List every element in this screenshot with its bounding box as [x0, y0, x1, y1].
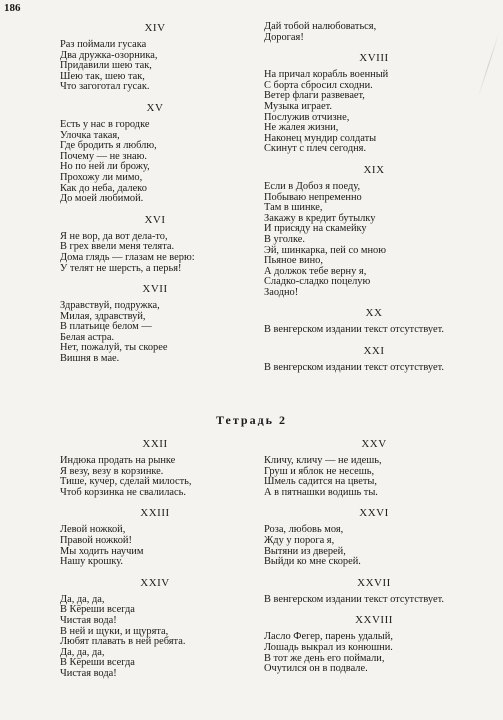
poem-line: Чтоб корзинка не свалилась.	[60, 486, 186, 498]
poem-line: Скинут с плеч сегодня.	[264, 143, 367, 155]
poem-line: Выйди ко мне скорей.	[264, 556, 361, 568]
poem-line: Жду у порога я,	[264, 534, 335, 546]
poem-line: Почему — не знаю.	[60, 150, 148, 162]
poem-line: В Кёреши всегда	[60, 604, 135, 616]
poem-block	[264, 577, 484, 606]
poem-number: XXIII	[140, 507, 170, 520]
poem-line: В уголке.	[264, 233, 305, 245]
poem-number: XXVII	[357, 576, 391, 589]
poem-line: Очутился он в подвале.	[264, 663, 368, 675]
poem-number: XXI	[363, 345, 385, 358]
poem-line: Кличу, кличу — не идешь,	[264, 455, 382, 466]
poem-block	[264, 164, 484, 299]
top-left-column	[60, 22, 250, 365]
poem-line: Там в шинке,	[264, 202, 323, 214]
poem-line: Улочка такая,	[60, 129, 120, 141]
poem-line: Побываю непременно	[264, 191, 362, 203]
poem-line: Груш и яблок не несешь,	[264, 465, 375, 477]
poem-line: Левой ножкой,	[60, 524, 126, 536]
page-number: 186	[4, 2, 21, 14]
poem-block	[60, 214, 250, 274]
bottom-right-column	[264, 438, 484, 675]
top-right-poems	[264, 52, 484, 373]
poem-line: А в пятнашки водишь ты.	[264, 486, 378, 498]
poem-line: Раз поймали гусака	[60, 39, 147, 50]
poem-line: Лошадь выкрал из конюшни.	[264, 641, 393, 653]
poem-line: Не жалея жизни,	[264, 122, 339, 134]
poem-line: Закажу в кредит бутылку	[264, 212, 376, 224]
poem-line: Роза, любовь моя,	[264, 524, 344, 536]
poem-number: XVII	[142, 283, 168, 296]
poem-line: С борта сбросил сходни.	[264, 79, 373, 91]
poem-line: Дай тобой налюбоваться,	[264, 21, 377, 32]
poem-line: Вишня в мае.	[60, 353, 120, 365]
poem-line: Да, да, да,	[60, 593, 105, 605]
poem-number: XXIV	[140, 576, 170, 589]
poem-line: В венгерском издании текст отсутствует.	[264, 324, 444, 336]
poem-block	[60, 283, 250, 365]
poem-line: Шмель садится на цветы,	[264, 476, 377, 488]
poem-line: Мы ходить научим	[60, 545, 144, 557]
poem-line: В тот же день его поймали,	[264, 652, 385, 664]
poem-line: В платьице белом —	[60, 321, 152, 333]
poem-line: Дорогая!	[264, 31, 304, 43]
poem-line: Но по ней ли брожу,	[60, 161, 150, 173]
poem-line: Дома глядь — глазам не верю:	[60, 251, 195, 263]
poem-line: До моей любимой.	[60, 193, 144, 205]
poem-block	[264, 307, 484, 336]
poem-number: XX	[365, 307, 383, 320]
poem-line: Чистая вода!	[60, 614, 117, 626]
poem-number: XVI	[144, 213, 166, 226]
poem-block	[60, 102, 250, 205]
bottom-left-column	[60, 438, 250, 680]
poem-number: XXVI	[359, 507, 389, 520]
poem-line: Наконец мундир солдаты	[264, 132, 377, 144]
poem-line: Я везу, везу в корзинке.	[60, 465, 164, 477]
poem-line: Индюка продать на рынке	[60, 455, 176, 466]
poem-line: Вытяни из дверей,	[264, 545, 346, 557]
poem-line: Послужив отчизне,	[264, 111, 350, 123]
poem-line: Два дружка-озорника,	[60, 49, 158, 61]
top-right-column	[264, 22, 484, 374]
poem-line: Сладко-сладко поцелую	[264, 276, 371, 288]
poem-line: Я не вор, да вот дела-то,	[60, 230, 168, 242]
poem-line: И присяду на скамейку	[264, 223, 367, 235]
poem-block	[60, 22, 250, 93]
poem-line: Чистая вода!	[60, 667, 117, 679]
poem-number: XXVIII	[355, 614, 393, 627]
poem-block	[60, 438, 250, 498]
poem-block	[264, 507, 484, 567]
poem-number: XIV	[144, 22, 166, 34]
poem-block	[264, 438, 484, 498]
poem-line: Здравствуй, подружка,	[60, 300, 160, 312]
poem-line: Шею так, шею так,	[60, 70, 145, 82]
poem-line: В Кёреши всегда	[60, 657, 135, 669]
section-title: Тетрадь 2	[215, 413, 287, 427]
poem-block	[60, 577, 250, 680]
poem-line: Нашу крошку.	[60, 556, 124, 568]
poem-block	[264, 345, 484, 374]
poem-line: Где бродить я люблю,	[60, 140, 157, 152]
poem-line: В венгерском издании текст отсутствует.	[264, 362, 444, 374]
poem-number: XV	[146, 101, 164, 114]
poem-line: Правой ножкой!	[60, 534, 132, 546]
poem-number: XXV	[361, 438, 387, 450]
poem-number: XVIII	[359, 52, 389, 65]
poem-line: Ласло Фегер, парень удалый,	[264, 631, 393, 643]
poem-line: А должок тебе верну я,	[264, 265, 367, 277]
poem-line: В ней и щуки, и щурята,	[60, 625, 169, 637]
poem-line: Что загоготал гусак.	[60, 81, 150, 93]
poem-line: Заодно!	[264, 286, 299, 298]
poem-line: Любят плавать в ней ребята.	[60, 636, 186, 648]
poem-line: Есть у нас в городке	[60, 118, 150, 130]
poem-line: У телят не шерсть, а перья!	[60, 262, 182, 274]
poem-line: Если в Добоз я поеду,	[264, 180, 361, 192]
poem-line: Милая, здравствуй,	[60, 310, 146, 322]
poem-line: Прохожу ли мимо,	[60, 171, 143, 183]
poem-line: В венгерском издании текст отсутствует.	[264, 593, 444, 605]
poem-line: Да, да, да,	[60, 646, 105, 658]
poem-block	[264, 614, 484, 674]
poem-number: XIX	[363, 163, 385, 176]
poem-line: Нет, пожалуй, ты скорее	[60, 342, 168, 354]
poem-line: Белая астра.	[60, 331, 115, 343]
poem-number: XXII	[142, 438, 168, 450]
poem-line: Музыка играет.	[264, 100, 332, 112]
poem-line: Тише, кучер, сделай милость,	[60, 476, 192, 488]
poem-line: Пьяное вино,	[264, 255, 323, 267]
poem-line: Ветер флаги развевает,	[264, 90, 365, 102]
poem-line: Придавили шею так,	[60, 60, 152, 72]
poem-block	[60, 507, 250, 567]
poem-line: На причал корабль военный	[264, 69, 389, 81]
poem-line: Как до неба, далеко	[60, 182, 147, 194]
poem-line: Эй, шинкарка, пей со мною	[264, 244, 386, 256]
poem-block	[264, 52, 484, 155]
poem-line: В грех ввели меня телята.	[60, 241, 175, 253]
